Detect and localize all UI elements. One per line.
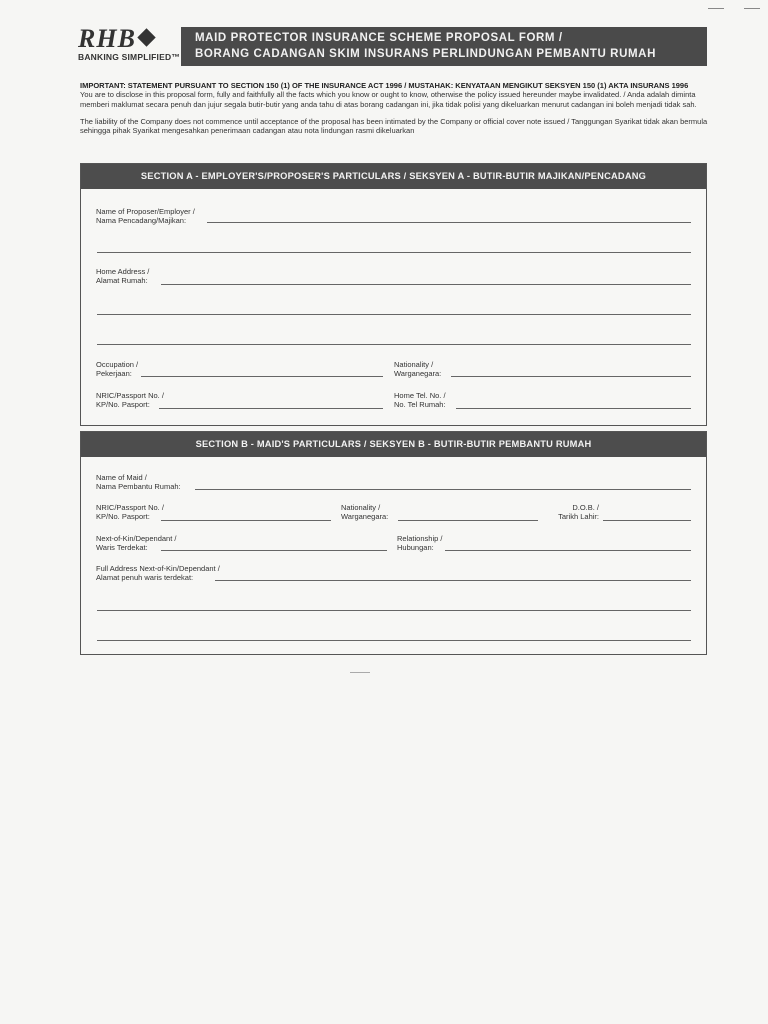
relationship-label: [397, 535, 442, 552]
nok-address-field[interactable]: [215, 580, 691, 581]
top-edge-mark: [708, 8, 724, 9]
proposer-name-label-ms: Nama Pencadang/Majikan:: [96, 215, 187, 225]
occupation-label-ms: Pekerjaan:: [96, 368, 132, 378]
next-of-kin-field[interactable]: [161, 550, 387, 551]
proposer-name-label-en: Name of Proposer/Employer /: [96, 207, 195, 216]
proposer-nationality-field[interactable]: [451, 376, 691, 377]
dob-field[interactable]: [603, 520, 691, 521]
home-address-label-ms: Alamat Rumah:: [96, 275, 148, 285]
disclosure-text: You are to disclose in this proposal form, fully and faithfully all the facts which you know or ought to know, otherwise the policy issued hereunder maybe invalidated. / Anda adalah diminta memberi maklumat secara penuh dan jujur segala butir-butir yang anda tahu di atas borang cadangan ini, jika tidak polisi yang dikeluarkan menurut cadangan ini boleh menjadi tidak sah.: [80, 90, 697, 109]
nok-address-label-ms: Alamat penuh waris terdekat:: [96, 572, 194, 582]
maid-nric-field[interactable]: [161, 520, 331, 521]
home-tel-label: [394, 392, 446, 409]
dob-label: [547, 504, 599, 521]
dob-label-en: D.O.B. /: [572, 503, 599, 512]
proposer-name-field[interactable]: [207, 222, 691, 223]
home-address-field-line2[interactable]: [97, 314, 691, 315]
maid-nric-label-ms: KP/No. Pasport:: [96, 511, 150, 521]
home-address-label-en: Home Address /: [96, 267, 150, 276]
form-title-ms: BORANG CADANGAN SKIM INSURANS PERLINDUNGAN PEMBANTU RUMAH: [195, 48, 656, 60]
logo-tagline: BANKING SIMPLIFIED™: [78, 52, 181, 62]
occupation-label: [96, 361, 138, 378]
occupation-label-en: Occupation /: [96, 360, 139, 369]
maid-name-label: [96, 474, 181, 491]
logo-text: RHB: [78, 24, 136, 53]
nok-address-label-en: Full Address Next-of-Kin/Dependant /: [96, 564, 220, 573]
next-of-kin-label-ms: Waris Terdekat:: [96, 542, 148, 552]
home-tel-field[interactable]: [456, 408, 691, 409]
diamond-icon: [137, 28, 155, 46]
next-of-kin-label-en: Next-of-Kin/Dependant /: [96, 534, 177, 543]
proposer-nationality-label-ms: Warganegara:: [394, 368, 442, 378]
scan-mark: [350, 672, 370, 673]
home-address-field-line3[interactable]: [97, 344, 691, 345]
maid-nationality-label: [341, 504, 388, 521]
maid-nric-label-en: NRIC/Passport No. /: [96, 503, 164, 512]
dob-label-ms: Tarikh Lahir:: [558, 511, 599, 521]
nok-address-field-line2[interactable]: [97, 610, 691, 611]
home-address-label: [96, 268, 149, 285]
form-title-en: MAID PROTECTOR INSURANCE SCHEME PROPOSAL FORM /: [195, 32, 563, 44]
top-edge-mark: [744, 8, 760, 9]
liability-text: The liability of the Company does not commence until acceptance of the proposal has been intimated by the Company or official cover note issued / Tanggungan Syarikat tidak akan bermula sehingga pihak Syarikat mengesahkan penerimaan cadangan atau nota lindungan rasmi dikeluarkan: [80, 116, 708, 136]
relationship-label-ms: Hubungan:: [397, 542, 434, 552]
maid-nric-label: [96, 504, 164, 521]
nok-address-label: [96, 565, 220, 582]
maid-nationality-label-ms: Warganegara:: [341, 511, 389, 521]
nok-address-field-line3[interactable]: [97, 640, 691, 641]
maid-nationality-field[interactable]: [398, 520, 538, 521]
section-a-employer: [80, 163, 707, 426]
maid-name-label-en: Name of Maid /: [96, 473, 147, 482]
proposer-nric-label-ms: KP/No. Pasport:: [96, 399, 150, 409]
rhb-logo: [78, 24, 188, 62]
relationship-field[interactable]: [445, 550, 691, 551]
maid-name-field[interactable]: [195, 489, 691, 490]
home-tel-label-ms: No. Tel Rumah:: [394, 399, 446, 409]
important-statement: IMPORTANT: STATEMENT PURSUANT TO SECTION 150 (1) OF THE INSURANCE ACT 1996 / MUSTAHAK: KENYATAAN MENGIKUT SEKSYEN 150 (1) AKTA INSURANS 1996: [80, 81, 689, 90]
occupation-field[interactable]: [141, 376, 383, 377]
proposer-name-label: [96, 208, 195, 225]
relationship-label-en: Relationship /: [397, 534, 443, 543]
section-b-title: SECTION B - MAID'S PARTICULARS / SEKSYEN B - BUTIR-BUTIR PEMBANTU RUMAH: [81, 432, 706, 457]
proposer-nric-label: [96, 392, 164, 409]
proposer-nric-field[interactable]: [159, 408, 383, 409]
proposer-nationality-label-en: Nationality /: [394, 360, 434, 369]
form-title-bar: [181, 27, 707, 66]
proposer-name-field-line2[interactable]: [97, 252, 691, 253]
maid-nationality-label-en: Nationality /: [341, 503, 381, 512]
home-tel-label-en: Home Tel. No. /: [394, 391, 446, 400]
section-b-maid: [80, 431, 707, 655]
proposer-nric-label-en: NRIC/Passport No. /: [96, 391, 164, 400]
proposer-nationality-label: [394, 361, 441, 378]
home-address-field[interactable]: [161, 284, 691, 285]
section-a-title: SECTION A - EMPLOYER'S/PROPOSER'S PARTICULARS / SEKSYEN A - BUTIR-BUTIR MAJIKAN/PENCADANG: [81, 164, 706, 189]
maid-name-label-ms: Nama Pembantu Rumah:: [96, 481, 181, 491]
intro-statement: [80, 81, 708, 135]
